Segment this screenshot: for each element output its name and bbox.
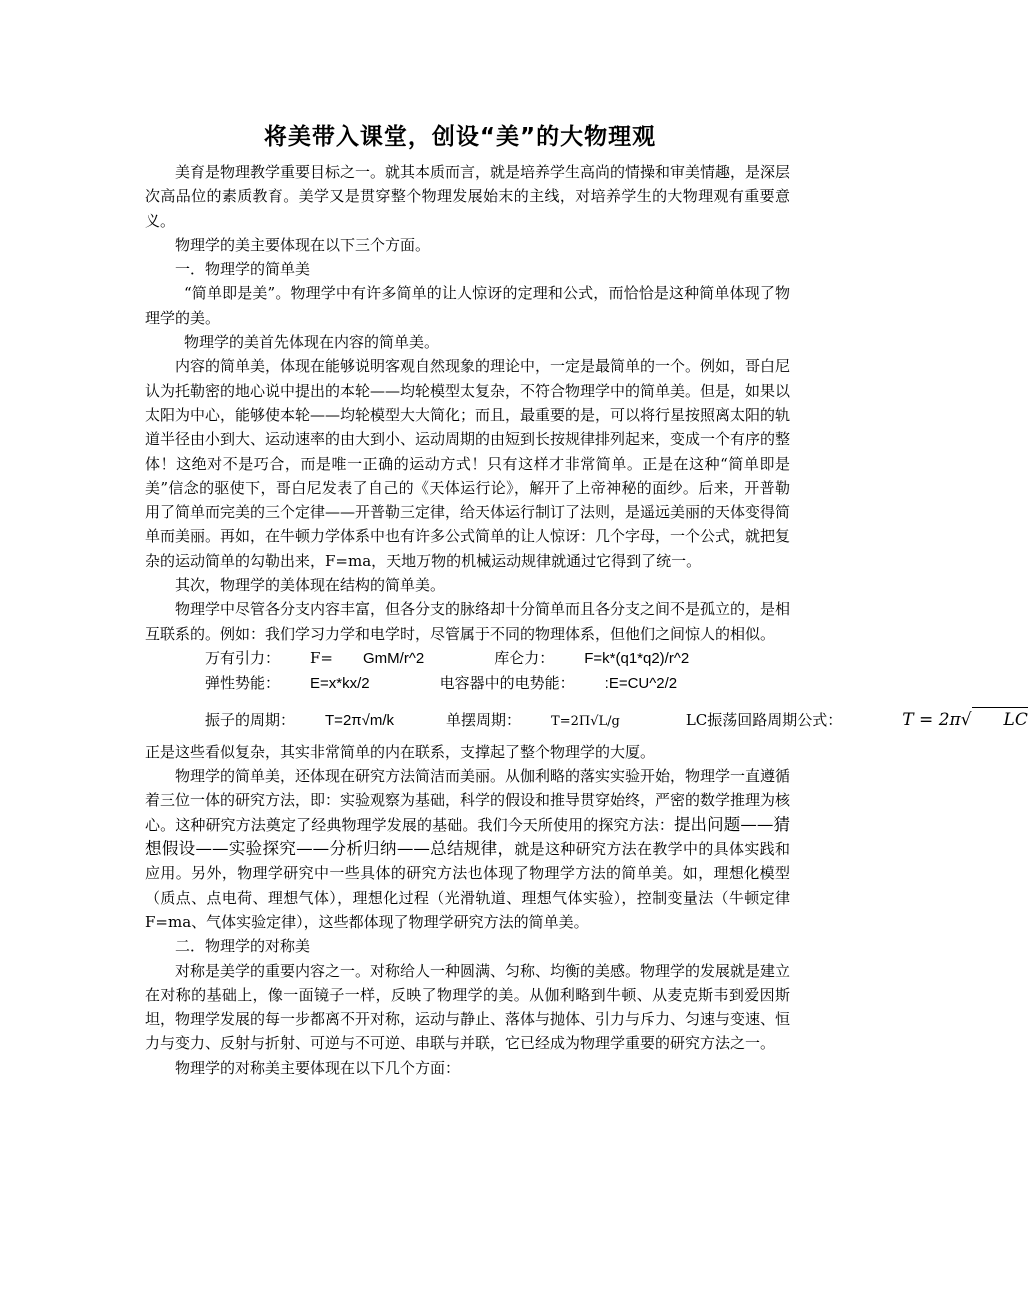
- oscillator-period-label: 振子的周期：: [205, 710, 296, 729]
- paragraph-branches-related: 物理学中尽管各分支内容丰富，但各分支的脉络却十分简单而且各分支之间不是孤立的，是相互联系的。例如：我们学习力学和电学时，尽管属于不同的物理体系，但他们之间惊人的相似。: [145, 600, 791, 643]
- oscillator-period-formula: T=2π√m/k: [325, 711, 395, 729]
- pendulum-period-formula: T=2Π√L/g: [551, 713, 620, 729]
- paragraph-method-simplicity: 物理学的简单美，还体现在研究方法简洁而美丽。从伽利略的落实实验开始，物理学一直遵循着三位一体的研究方法，即：实验观察为基础，科学的假设和推导贯穿始终，严密的数学推理为核心。这种研究方法奠定了经典物理学发展的基础。我们今天所使用的探究方法：提出问题——猜想假设——实验探究——分析归纳——总结规律，就是这种研究方法在教学中的具体实践和应用。另外，物理学研究中一些具体的研究方法也体现了物理学方法的简单美。如，理想化模型（质点、点电荷、理想气体），理想化过程（光滑轨道、理想气体实验），控制变量法（牛顿定律F=ma、气体实验定律），这些都体现了物理学研究方法的简单美。: [145, 767, 791, 931]
- formula-row-energy: [145, 671, 790, 696]
- gravity-formula: GmM/r^2: [363, 649, 425, 667]
- formula-row-forces: [145, 646, 790, 671]
- paragraph-internal-connection: 正是这些看似复杂，其实非常简单的内在联系，支撑起了整个物理学的大厦。: [145, 742, 656, 761]
- section-heading-simplicity: 一．物理学的简单美: [175, 260, 311, 279]
- page-title: 将美带入课堂，创设“美”的大物理观: [263, 124, 657, 150]
- pendulum-period-label: 单摆周期：: [446, 710, 522, 729]
- paragraph-content-simplicity: 物理学的美首先体现在内容的简单美。: [184, 333, 440, 352]
- coulomb-formula: F=k*(q1*q2)/r^2: [584, 649, 690, 667]
- capacitor-energy-formula: :E=CU^2/2: [604, 675, 678, 693]
- paragraph-copernicus: 内容的简单美，体现在能够说明客观自然现象的理论中，一定是最简单的一个。例如，哥白尼认为托勒密的地心说中提出的本轮——均轮模型太复杂，不符合物理学中的简单美。但是，如果以太阳为中心，能够使本轮——均轮模型大大简化；而且，最重要的是，可以将行星按照离太阳的轨道半径由小到大、运动速率的由大到小、运动周期的由短到长按规律排列起来，变成一个有序的整体！这绝对不是巧合，而是唯一正确的运动方式！只有这样才非常简单。正是在这种“简单即是美”信念的驱使下，哥白尼发表了自己的《天体运行论》，解开了上帝神秘的面纱。后来，开普勒用了简单而完美的三个定律——开普勒三定律，给天体运行制订了法则，是遥远美丽的天体变得简单而美丽。再如，在牛顿力学体系中也有许多公式简单的让人惊讶：几个字母，一个公式，就把复杂的运动简单的勾勒出来，F=ma，天地万物的机械运动规律就通过它得到了统一。: [145, 357, 791, 570]
- section-heading-symmetry: 二．物理学的对称美: [175, 937, 311, 956]
- capacitor-energy-label: 电容器中的电势能：: [439, 674, 575, 693]
- paragraph-intro: 美育是物理教学重要目标之一。就其本质而言，就是培养学生高尚的情操和审美情趣，是深层次高品位的素质教育。美学又是贯穿整个物理发展始末的主线，对培养学生的大物理观有重要意义。: [145, 163, 791, 230]
- inquiry-steps: 提出问题——猜想假设——实验探究——分析归纳——总结规律，: [145, 814, 790, 859]
- formula-row-periods: [145, 707, 1028, 734]
- elastic-energy-formula: E=x*kx/2: [310, 675, 370, 693]
- paragraph-simple-is-beauty: “简单即是美”。物理学中有许多简单的让人惊讶的定理和公式，而恰恰是这种简单体现了物理学的美。: [145, 284, 790, 327]
- gravity-prefix: F=: [310, 648, 333, 667]
- paragraph-structure-simplicity: 其次，物理学的美体现在结构的简单美。: [175, 576, 446, 595]
- coulomb-label: 库仑力：: [494, 648, 555, 667]
- gravity-label: 万有引力：: [205, 648, 281, 667]
- paragraph-three-aspects: 物理学的美主要体现在以下三个方面。: [175, 235, 431, 254]
- document-body: [145, 160, 1028, 1080]
- paragraph-symmetry-aspects: 物理学的对称美主要体现在以下几个方面：: [175, 1058, 461, 1077]
- lc-period-formula: T = 2π√ LC: [842, 707, 1028, 732]
- elastic-energy-label: 弹性势能：: [205, 674, 281, 693]
- lc-period-label: LC振荡回路周期公式：: [685, 710, 843, 729]
- paragraph-symmetry: 对称是美学的重要内容之一。对称给人一种圆满、匀称、均衡的美感。物理学的发展就是建立在对称的基础上，像一面镜子一样，反映了物理学的美。从伽利略到牛顿、从麦克斯韦到爱因斯坦，物理学发展的每一步都离不开对称，运动与静止、落体与抛体、引力与斥力、匀速与变速、恒力与变力、反射与折射、可逆与不可逆、串联与并联，它已经成为物理学重要的研究方法之一。: [145, 961, 791, 1053]
